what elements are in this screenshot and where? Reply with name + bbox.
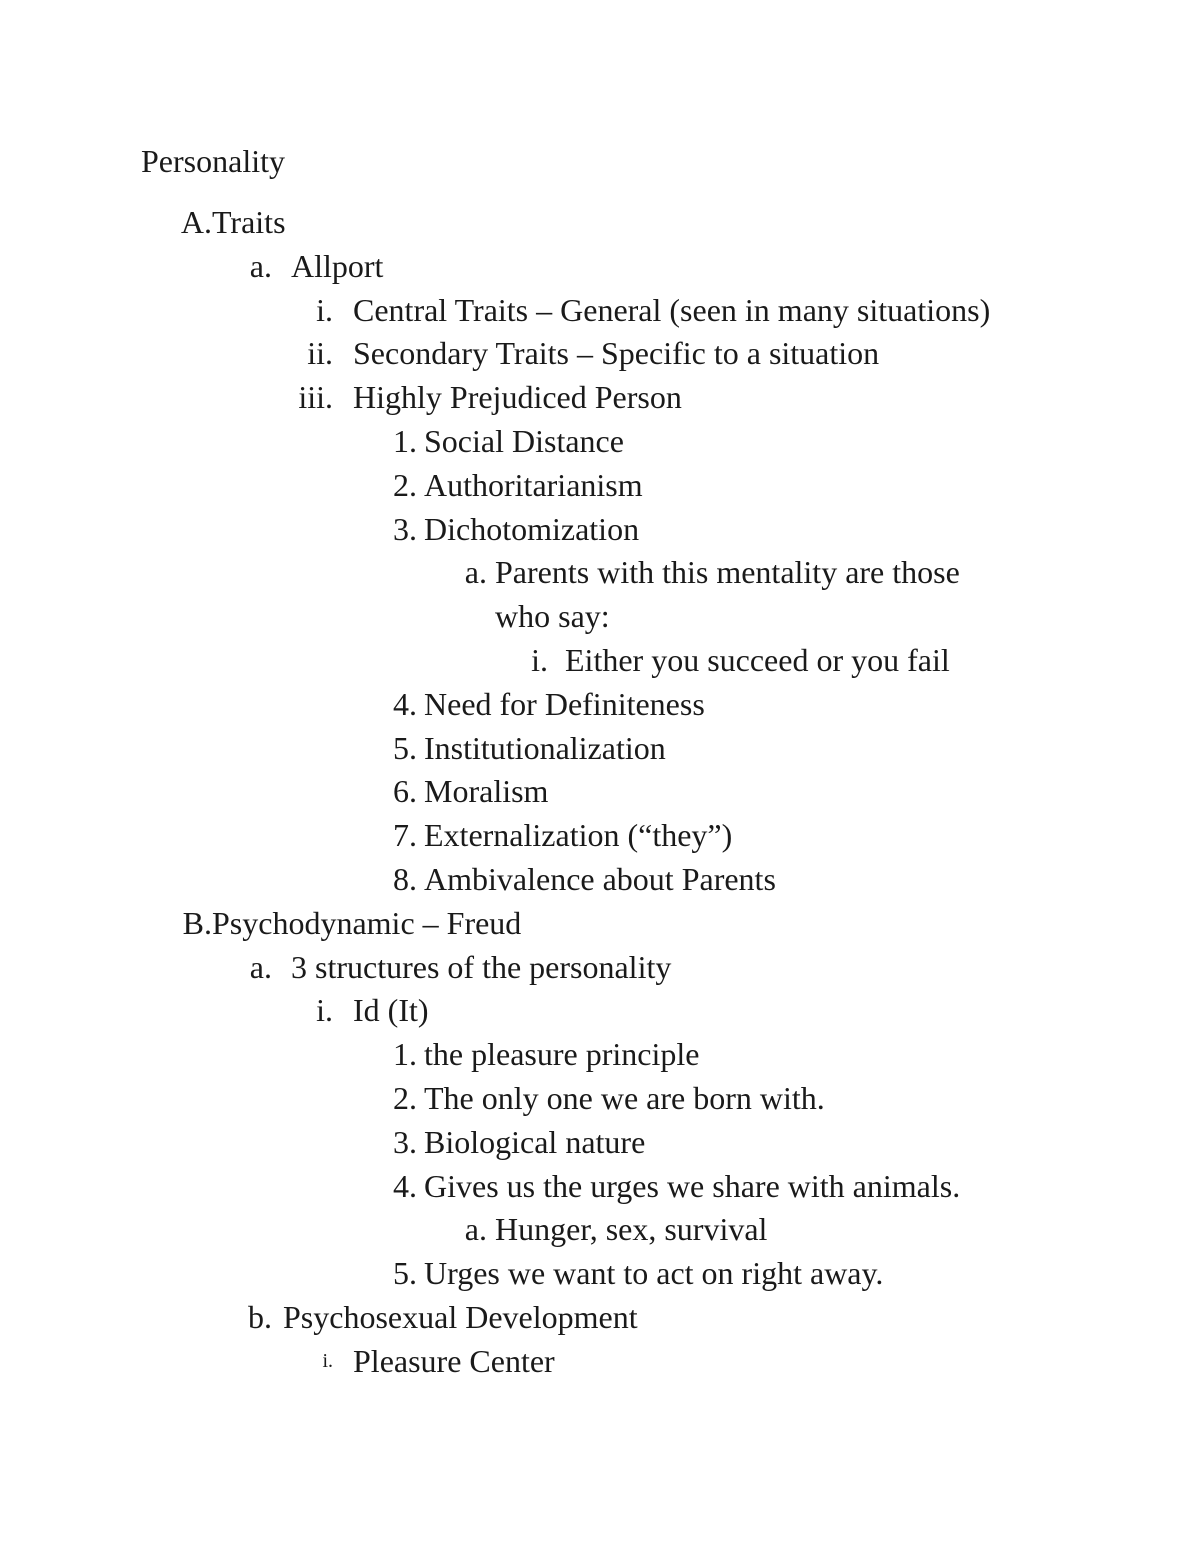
outline-item <box>0 376 1200 420</box>
outline-marker: 3. <box>393 510 417 547</box>
outline-item <box>0 1033 1200 1077</box>
outline-text: Pleasure Center <box>353 1342 555 1379</box>
outline-text: Parents with this mentality are those <box>495 554 960 591</box>
outline-item <box>0 902 1200 946</box>
outline-text: Central Traits – General (seen in many situations) <box>353 291 991 328</box>
outline-marker: 8. <box>393 860 417 897</box>
outline-item <box>0 814 1200 858</box>
outline-item <box>0 1165 1200 1209</box>
outline-marker: 5. <box>393 1255 417 1292</box>
outline-item <box>0 683 1200 727</box>
outline-item <box>0 1121 1200 1165</box>
outline-marker: 7. <box>393 817 417 854</box>
outline-item <box>0 989 1200 1033</box>
outline-marker: a. <box>464 1211 487 1248</box>
outline-marker: 1. <box>393 422 417 459</box>
outline-marker: 5. <box>393 729 417 766</box>
outline-item <box>0 858 1200 902</box>
outline-marker: A. <box>180 204 212 240</box>
outline-marker: i. <box>531 641 548 678</box>
outline-text: Urges we want to act on right away. <box>424 1255 884 1292</box>
outline-item <box>0 201 1200 245</box>
outline-marker: i. <box>316 992 333 1029</box>
outline-item <box>0 464 1200 508</box>
outline-text: Id (It) <box>353 992 429 1029</box>
outline-text: Externalization (“they”) <box>424 817 733 854</box>
outline-marker: ii. <box>307 335 333 372</box>
outline-marker: a. <box>249 948 272 985</box>
outline-text: Authoritarianism <box>424 466 643 503</box>
outline-text: Highly Prejudiced Person <box>353 379 682 416</box>
outline-item <box>0 508 1200 552</box>
outline-text: the pleasure principle <box>424 1036 700 1073</box>
outline-list <box>0 201 1200 1384</box>
outline-text: Traits <box>212 204 286 240</box>
outline-marker: i. <box>316 291 333 328</box>
outline-item <box>0 727 1200 771</box>
outline-text: Psychosexual Development <box>283 1298 638 1335</box>
outline-item <box>0 1340 1200 1384</box>
outline-text: Institutionalization <box>424 729 666 766</box>
outline-marker: a. <box>464 554 487 591</box>
outline-item <box>0 1252 1200 1296</box>
outline-text: Secondary Traits – Specific to a situation <box>353 335 880 372</box>
outline-text: Gives us the urges we share with animals. <box>424 1167 961 1204</box>
outline-item <box>0 946 1200 990</box>
outline-text: Social Distance <box>424 422 624 459</box>
outline-marker: 6. <box>393 773 417 810</box>
outline-item <box>0 639 1200 683</box>
outline-item <box>0 1077 1200 1121</box>
outline-item <box>0 770 1200 814</box>
outline-marker: i. <box>322 1349 333 1372</box>
outline-text: Allport <box>291 247 384 284</box>
outline-marker: 1. <box>393 1036 417 1073</box>
outline-item <box>0 289 1200 333</box>
document-title: Personality <box>141 143 285 179</box>
outline-text: Need for Definiteness <box>424 685 705 722</box>
outline-item <box>0 245 1200 289</box>
outline-text: Biological nature <box>424 1123 646 1160</box>
outline-text: Psychodynamic – Freud <box>212 904 522 941</box>
outline-item-continuation <box>0 595 1200 639</box>
outline-marker: 4. <box>393 1167 417 1204</box>
outline-marker: B. <box>182 904 212 941</box>
outline-marker: 3. <box>393 1123 417 1160</box>
outline-marker: 4. <box>393 685 417 722</box>
outline-marker: 2. <box>393 466 417 503</box>
outline-text: Either you succeed or you fail <box>565 641 950 678</box>
outline-item <box>0 420 1200 464</box>
outline-marker: iii. <box>298 379 333 416</box>
outline-item <box>0 332 1200 376</box>
outline-text: The only one we are born with. <box>424 1079 825 1116</box>
outline-marker: a. <box>249 247 272 284</box>
outline-item <box>0 551 1200 595</box>
outline-text: Hunger, sex, survival <box>495 1211 768 1248</box>
outline-item <box>0 1296 1200 1340</box>
outline-text: Ambivalence about Parents <box>424 860 776 897</box>
outline-text: Moralism <box>424 773 549 810</box>
outline-item <box>0 1208 1200 1252</box>
outline-marker: 2. <box>393 1079 417 1116</box>
outline-text: who say: <box>495 598 610 635</box>
outline-text: Dichotomization <box>424 510 640 547</box>
outline-marker: b. <box>248 1298 272 1335</box>
outline-text: 3 structures of the personality <box>291 948 672 985</box>
